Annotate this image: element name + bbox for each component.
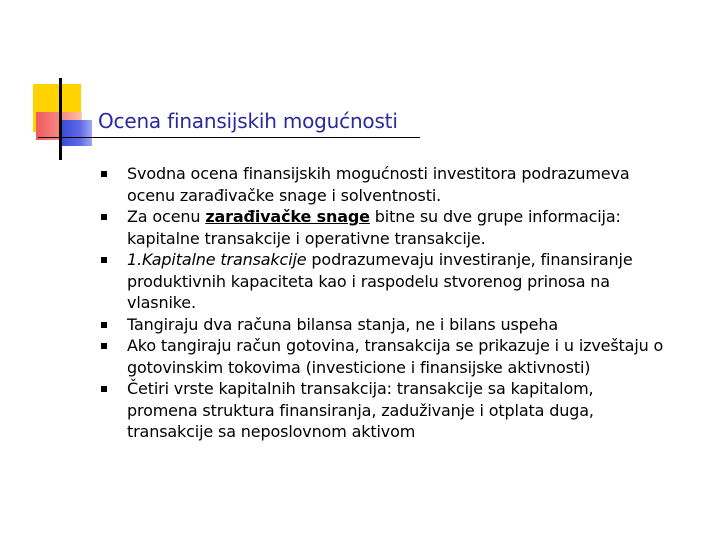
bullet-item-6	[98, 378, 668, 443]
bullet-text: Svodna ocena finansijskih mogućnosti investitora podrazumeva ocenu zarađivačke snage i solventnosti.	[127, 164, 630, 205]
bullet-text-after: bitne su dve grupe informacija: kapitalne transakcije i operativne transakcije.	[127, 207, 621, 248]
square-bullet-icon	[101, 171, 107, 177]
bullet-item-2	[98, 206, 668, 249]
title-underline-rule	[38, 137, 420, 138]
bullet-italic-term: 1.Kapitalne transakcije	[127, 250, 307, 269]
bullet-item-3	[98, 249, 668, 314]
bullet-text-after: podrazumevaju investiranje, finansiranje produktivnih kapaciteta kao i raspodelu stvorenog prinosa na vlasnike.	[127, 250, 633, 312]
bullet-text: Tangiraju dva računa bilansa stanja, ne i bilans uspeha	[127, 314, 558, 334]
decor-blue-square	[62, 120, 92, 146]
slide-title: Ocena finansijskih mogućnosti	[98, 109, 398, 133]
bullet-emphasis: zarađivačke snage	[205, 207, 370, 226]
square-bullet-icon	[101, 214, 107, 220]
bullet-item-1	[98, 163, 668, 206]
bullet-text: Ako tangiraju račun gotovina, transakcija se prikazuje i u izveštaju o gotovinskim tokovima (investicione i finansijske aktivnosti)	[127, 336, 664, 377]
decor-vertical-line	[59, 78, 62, 160]
bullet-list	[98, 163, 668, 443]
bullet-text-before: Za ocenu	[127, 207, 206, 226]
square-bullet-icon	[101, 257, 107, 263]
bullet-item-4	[98, 314, 668, 336]
square-bullet-icon	[101, 386, 107, 392]
square-bullet-icon	[101, 343, 107, 349]
bullet-text: Četiri vrste kapitalnih transakcija: transakcije sa kapitalom, promena struktura finansiranja, zaduživanje i otplata duga, transakcije sa neposlovnom aktivom	[127, 379, 594, 441]
square-bullet-icon	[101, 322, 107, 328]
bullet-item-5	[98, 335, 668, 378]
